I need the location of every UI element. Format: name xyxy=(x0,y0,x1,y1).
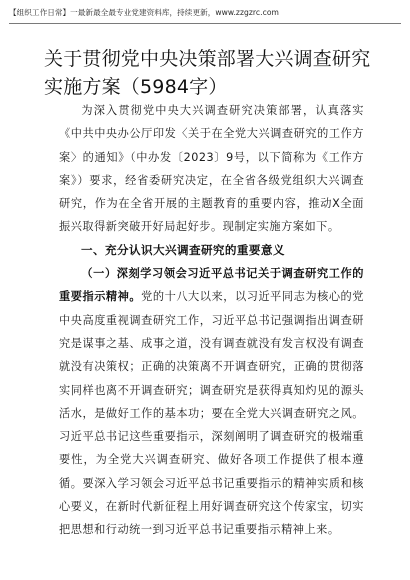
subsection-body: 党的十八大以来，以习近平同志为核心的党中央高度重视调查研究工作，习近平总书记强调指出调查研究是谋事之基、成事之道，没有调查就没有发言权没有调查就没有决策权；正确的决策离不开调查研究，正确的贯彻落实同样也离不开调查研究；调查研究是获得真知灼见的源头活水，是做好工作的基本功；要在全党大兴调查研究之风。习近平总书记这些重要指示，深刻阐明了调查研究的极端重要性，为全党大兴调查研究、做好各项工作提供了根本遵循。要深入学习领会习近平总书记重要指示的精神实质和核心要义，在新时代新征程上用好调查研究这个传家宝，切实把思想和行动统一到习近平总书记重要指示精神上来。 xyxy=(59,290,364,537)
subsection-heading: （一）深刻学习领会习近平总书记关于调查研究工作的重要指示精神。 xyxy=(59,267,364,304)
section-heading: 一、充分认识大兴调查研究的重要意义 xyxy=(81,242,285,257)
subsection-paragraph xyxy=(59,262,364,542)
header-divider xyxy=(9,23,401,24)
document-body xyxy=(59,99,364,542)
document-title: 关于贯彻党中央决策部署大兴调查研究实施方案（5984字） xyxy=(44,48,371,98)
intro-paragraph: 为深入贯彻党中央大兴调查研究决策部署，认真落实《中共中央办公厅印发〈关于在全党大兴调查研究的工作方案〉的通知》（中办发〔2023〕9号，以下简称为《工作方案》）要求，经省委研究决定，在全省各级党组织大兴调查研究，作为在全省开展的主题教育的重要内容，推动X全面振兴取得新突破开好局起好步。现制定实施方案如下。 xyxy=(59,104,364,234)
header-text: 【组织工作日常】一最新最全最专业党建资料库，持续更新，www.zzgzrc.com xyxy=(9,8,279,17)
